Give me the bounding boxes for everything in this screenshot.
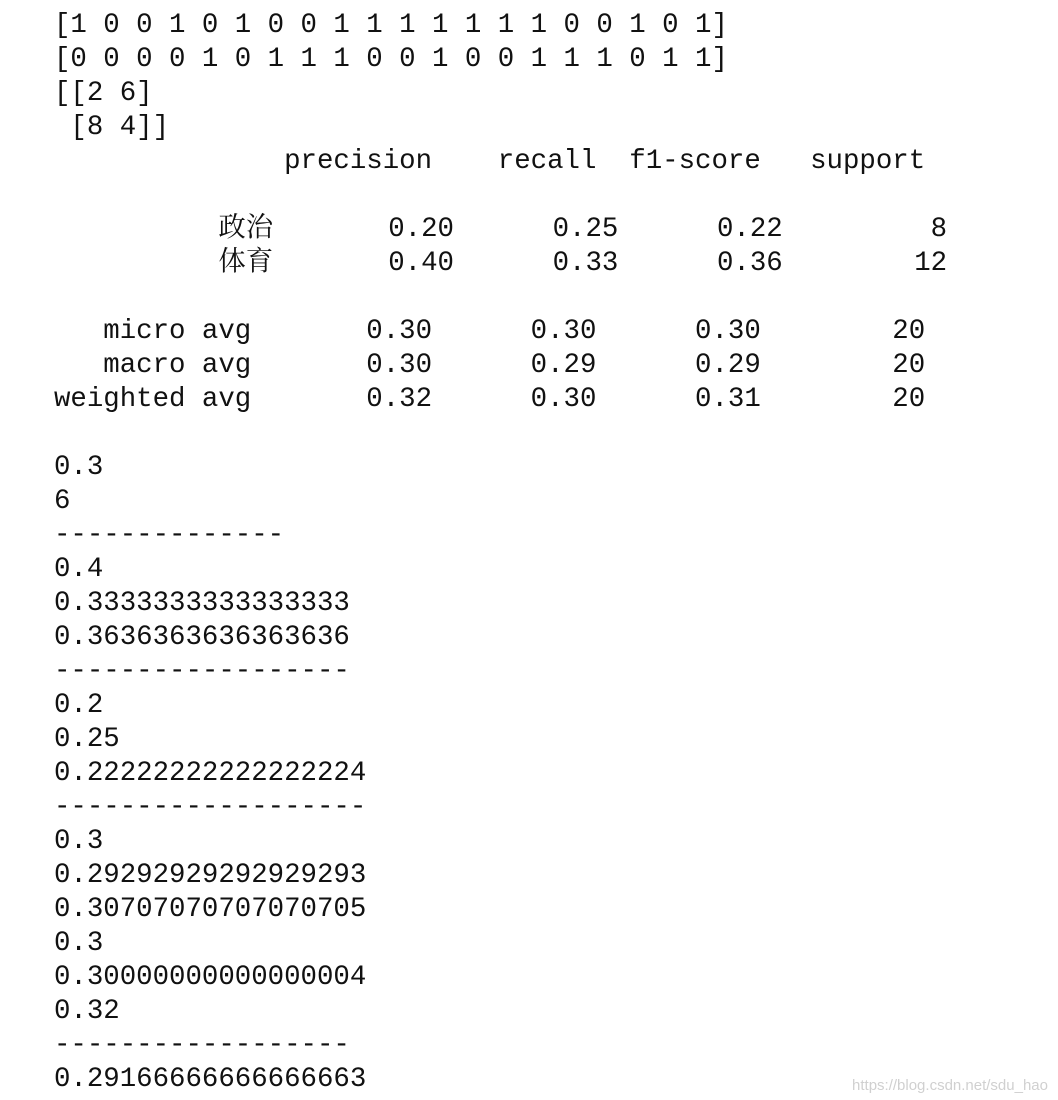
console-line: 0.29166666666666663: [54, 1064, 367, 1095]
report-row-sports: 体育 0.40 0.33 0.36 12: [54, 248, 948, 279]
console-line: 0.25: [54, 724, 120, 755]
console-line: 0.3333333333333333: [54, 588, 350, 619]
report-row-macro-avg: macro avg 0.30 0.29 0.29 20: [54, 350, 926, 381]
console-line: [1 0 0 1 0 1 0 0 1 1 1 1 1 1 1 0 0 1 0 1]: [54, 10, 728, 41]
console-line: 0.3: [54, 826, 104, 857]
console-line: 0.32: [54, 996, 120, 1027]
report-row-micro-avg: micro avg 0.30 0.30 0.30 20: [54, 316, 926, 347]
separator-line: --------------: [54, 520, 285, 551]
separator-line: ------------------: [54, 656, 350, 687]
console-line: 6: [54, 486, 71, 517]
console-line: 0.3636363636363636: [54, 622, 350, 653]
separator-line: -------------------: [54, 792, 367, 823]
console-line: [54, 281, 947, 315]
report-header-line: precision recall f1-score support: [54, 146, 926, 177]
console-line: [54, 417, 947, 451]
console-line: [54, 179, 947, 213]
report-row-weighted-avg: weighted avg 0.32 0.30 0.31 20: [54, 384, 926, 415]
console-line: 0.3: [54, 928, 104, 959]
console-line: 0.29292929292929293: [54, 860, 367, 891]
console-line: 0.30000000000000004: [54, 962, 367, 993]
console-line: 0.22222222222222224: [54, 758, 367, 789]
console-line: [0 0 0 0 1 0 1 1 1 0 0 1 0 0 1 1 1 0 1 1]: [54, 44, 728, 75]
console-line: 0.30707070707070705: [54, 894, 367, 925]
console-line: [8 4]]: [54, 112, 170, 143]
console-line: [[2 6]: [54, 78, 153, 109]
console-line: 0.4: [54, 554, 104, 585]
report-row-politics: 政治 0.20 0.25 0.22 8: [54, 214, 948, 245]
console-line: 0.3: [54, 452, 104, 483]
console-output: [54, 9, 947, 1097]
separator-line: ------------------: [54, 1030, 350, 1061]
watermark: https://blog.csdn.net/sdu_hao: [852, 1077, 1048, 1094]
console-line: 0.2: [54, 690, 104, 721]
